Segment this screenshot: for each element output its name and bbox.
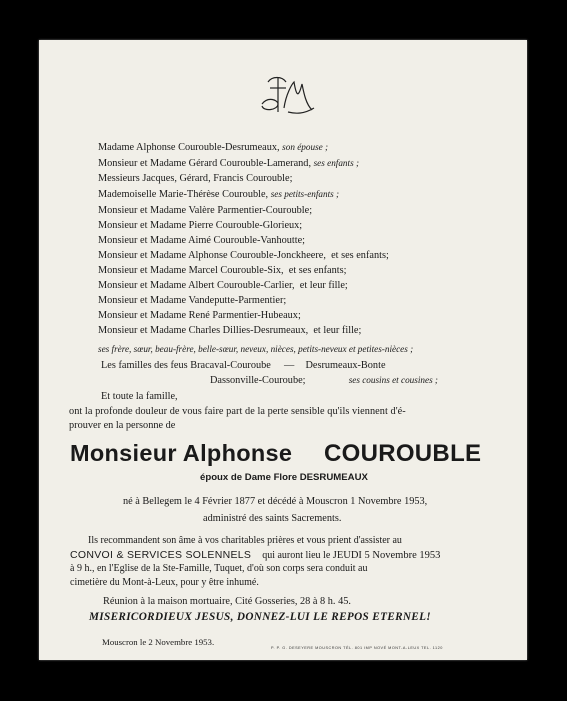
service-line: cimetière du Mont-à-Leux, pour y être inhumé. [70, 577, 259, 588]
family-line: Monsieur et Madame Valère Parmentier-Courouble; [98, 205, 313, 216]
families-line-2: Dassonville-Couroube; ses cousins et cousines ; [210, 375, 438, 386]
sorrow-line: ont la profonde douleur de vous faire part de la perte sensible qu'ils viennent d'é- [69, 406, 406, 417]
service-line: à 9 h., en l'Eglise de la Ste-Famille, Tuquet, d'où son corps sera conduit au [70, 563, 368, 574]
family-line: Monsieur et Madame Aimé Courouble-Vanhoutte; [98, 235, 306, 246]
relations-line: ses frère, sœur, beau-frère, belle-sœur, neveux, nièces, petits-neveux et petites-nièces ; [98, 344, 414, 354]
sorrow-line: prouver en la personne de [69, 420, 176, 431]
spouse-line: époux de Dame Flore DESRUMEAUX [200, 472, 368, 483]
family-line: Monsieur et Madame Albert Courouble-Carlier, et leur fille; [98, 280, 348, 291]
family-line: Mademoiselle Marie-Thérèse Courouble, ses petits-enfants ; [98, 189, 340, 200]
families-line: Les familles des feus Bracaval-Couroube — Desrumeaux-Bonte [101, 360, 386, 371]
family-line: Monsieur et Madame Gérard Courouble-Lamerand, ses enfants ; [98, 158, 360, 169]
place-date: Mouscron le 2 Novembre 1953. [102, 637, 215, 647]
family-line: Monsieur et Madame Marcel Courouble-Six, et ses enfants; [98, 265, 347, 276]
service-line: Ils recommandent son âme à vos charitables prières et vous prient d'assister au [88, 535, 402, 546]
family-line: Monsieur et Madame Vandeputte-Parmentier; [98, 295, 287, 306]
deceased-name: Monsieur Alphonse COUROUBLE [70, 440, 482, 467]
family-line: Monsieur et Madame Charles Dillies-Desrumeaux, et leur fille; [98, 325, 362, 336]
sacraments-line: administré des saints Sacrements. [203, 513, 342, 524]
family-line: Messieurs Jacques, Gérard, Francis Courouble; [98, 173, 293, 184]
cross-monogram-icon [256, 74, 318, 118]
family-line: Monsieur et Madame Alphonse Courouble-Jonckheere, et ses enfants; [98, 250, 389, 261]
family-line: Monsieur et Madame René Parmentier-Hubeaux; [98, 310, 301, 321]
family-line: Madame Alphonse Courouble-Desrumeaux, son épouse ; [98, 142, 329, 153]
birth-death-line: né à Bellegem le 4 Février 1877 et décédé à Mouscron 1 Novembre 1953, [123, 496, 428, 507]
whole-family-line: Et toute la famille, [101, 391, 178, 402]
prayer-line: MISERICORDIEUX JESUS, DONNEZ-LUI LE REPOS ETERNEL! [89, 611, 432, 623]
printer-imprint: P. P. G. DESEYERE MOUSCRON TÉL. 801 IMP NOVÉ MONT-A-LEUX TEL. 1120 [271, 646, 443, 650]
service-line: CONVOI & SERVICES SOLENNELS qui auront lieu le JEUDI 5 Novembre 1953 [70, 549, 441, 561]
reunion-line: Réunion à la maison mortuaire, Cité Gosseries, 28 à 8 h. 45. [103, 596, 351, 607]
family-line: Monsieur et Madame Pierre Courouble-Glorieux; [98, 220, 303, 231]
